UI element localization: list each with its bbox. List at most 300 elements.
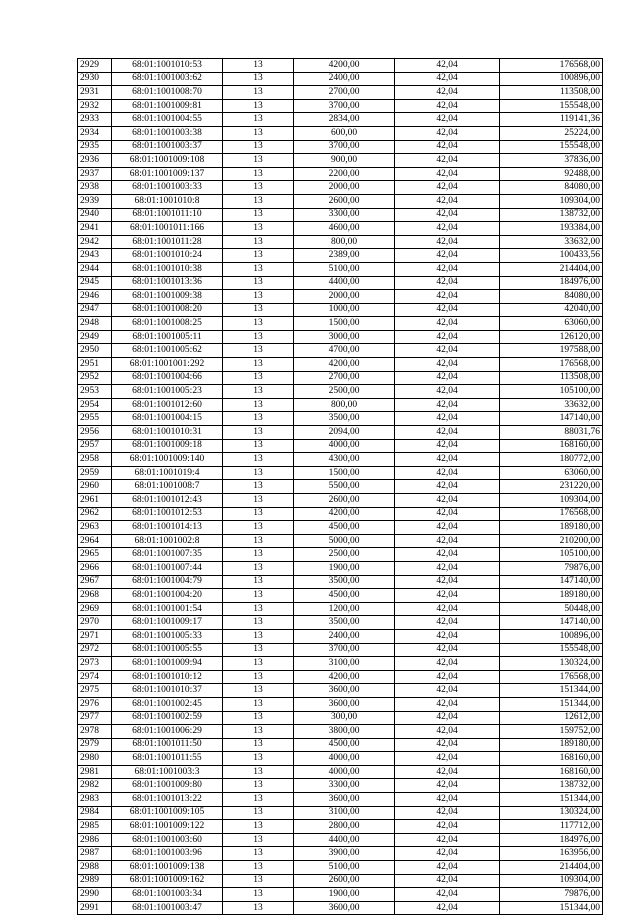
category-code-cell: 13: [223, 629, 294, 643]
category-code-cell: 13: [223, 330, 294, 344]
cadastral-number-cell: 68:01:1001003:62: [112, 72, 223, 86]
table-row: [78, 602, 603, 616]
specific-value-cell: 42,04: [395, 561, 500, 575]
area-value-cell: 4500,00: [294, 521, 395, 535]
cadastral-value-cell: 63060,00: [500, 317, 603, 331]
specific-value-cell: 42,04: [395, 167, 500, 181]
table-row: [78, 480, 603, 494]
area-value-cell: 3100,00: [294, 806, 395, 820]
category-code-cell: 13: [223, 711, 294, 725]
specific-value-cell: 42,04: [395, 303, 500, 317]
specific-value-cell: 42,04: [395, 262, 500, 276]
cadastral-number-cell: 68:01:1001004:15: [112, 412, 223, 426]
table-row: [78, 59, 603, 73]
area-value-cell: 4200,00: [294, 507, 395, 521]
category-code-cell: 13: [223, 72, 294, 86]
table-row: [78, 738, 603, 752]
specific-value-cell: 42,04: [395, 140, 500, 154]
cadastral-number-cell: 68:01:1001013:36: [112, 276, 223, 290]
row-number-cell: 2991: [78, 901, 112, 915]
specific-value-cell: 42,04: [395, 453, 500, 467]
cadastral-number-cell: 68:01:1001013:22: [112, 793, 223, 807]
cadastral-value-cell: 159752,00: [500, 725, 603, 739]
category-code-cell: 13: [223, 222, 294, 236]
row-number-cell: 2940: [78, 208, 112, 222]
specific-value-cell: 42,04: [395, 59, 500, 73]
category-code-cell: 13: [223, 303, 294, 317]
row-number-cell: 2929: [78, 59, 112, 73]
cadastral-number-cell: 68:01:1001007:35: [112, 548, 223, 562]
table-row: [78, 820, 603, 834]
row-number-cell: 2974: [78, 670, 112, 684]
specific-value-cell: 42,04: [395, 99, 500, 113]
cadastral-value-cell: 105100,00: [500, 548, 603, 562]
specific-value-cell: 42,04: [395, 194, 500, 208]
table-row: [78, 534, 603, 548]
table-row: [78, 398, 603, 412]
table-row: [78, 507, 603, 521]
row-number-cell: 2948: [78, 317, 112, 331]
category-code-cell: 13: [223, 86, 294, 100]
row-number-cell: 2982: [78, 779, 112, 793]
category-code-cell: 13: [223, 466, 294, 480]
table-row: [78, 235, 603, 249]
row-number-cell: 2952: [78, 371, 112, 385]
row-number-cell: 2960: [78, 480, 112, 494]
cadastral-number-cell: 68:01:1001011:55: [112, 752, 223, 766]
table-row: [78, 426, 603, 440]
cadastral-number-cell: 68:01:1001012:60: [112, 398, 223, 412]
cadastral-value-table: [77, 58, 603, 915]
row-number-cell: 2939: [78, 194, 112, 208]
specific-value-cell: 42,04: [395, 874, 500, 888]
cadastral-number-cell: 68:01:1001003:37: [112, 140, 223, 154]
cadastral-number-cell: 68:01:1001006:29: [112, 725, 223, 739]
table-row: [78, 194, 603, 208]
row-number-cell: 2944: [78, 262, 112, 276]
table-row: [78, 711, 603, 725]
cadastral-value-cell: 109304,00: [500, 494, 603, 508]
cadastral-number-cell: 68:01:1001001:292: [112, 358, 223, 372]
table-row: [78, 317, 603, 331]
cadastral-value-cell: 168160,00: [500, 765, 603, 779]
cadastral-value-cell: 189180,00: [500, 738, 603, 752]
row-number-cell: 2979: [78, 738, 112, 752]
cadastral-number-cell: 68:01:1001004:79: [112, 575, 223, 589]
specific-value-cell: 42,04: [395, 126, 500, 140]
cadastral-number-cell: 68:01:1001007:44: [112, 561, 223, 575]
area-value-cell: 4200,00: [294, 358, 395, 372]
cadastral-value-cell: 113508,00: [500, 86, 603, 100]
cadastral-value-cell: 214404,00: [500, 861, 603, 875]
table-row: [78, 140, 603, 154]
row-number-cell: 2954: [78, 398, 112, 412]
specific-value-cell: 42,04: [395, 276, 500, 290]
row-number-cell: 2959: [78, 466, 112, 480]
category-code-cell: 13: [223, 371, 294, 385]
row-number-cell: 2980: [78, 752, 112, 766]
area-value-cell: 3600,00: [294, 793, 395, 807]
table-row: [78, 901, 603, 915]
row-number-cell: 2986: [78, 833, 112, 847]
table-row: [78, 113, 603, 127]
table-row: [78, 330, 603, 344]
category-code-cell: 13: [223, 167, 294, 181]
row-number-cell: 2984: [78, 806, 112, 820]
category-code-cell: 13: [223, 874, 294, 888]
row-number-cell: 2958: [78, 453, 112, 467]
area-value-cell: 2834,00: [294, 113, 395, 127]
table-row: [78, 847, 603, 861]
cadastral-number-cell: 68:01:1001008:70: [112, 86, 223, 100]
table-row: [78, 548, 603, 562]
area-value-cell: 4000,00: [294, 752, 395, 766]
cadastral-number-cell: 68:01:1001009:18: [112, 439, 223, 453]
row-number-cell: 2975: [78, 684, 112, 698]
category-code-cell: 13: [223, 208, 294, 222]
cadastral-value-cell: 117712,00: [500, 820, 603, 834]
cadastral-number-cell: 68:01:1001002:8: [112, 534, 223, 548]
specific-value-cell: 42,04: [395, 398, 500, 412]
cadastral-number-cell: 68:01:1001008:25: [112, 317, 223, 331]
row-number-cell: 2953: [78, 385, 112, 399]
row-number-cell: 2973: [78, 657, 112, 671]
category-code-cell: 13: [223, 765, 294, 779]
row-number-cell: 2931: [78, 86, 112, 100]
row-number-cell: 2949: [78, 330, 112, 344]
table-row: [78, 126, 603, 140]
table-row: [78, 589, 603, 603]
specific-value-cell: 42,04: [395, 344, 500, 358]
category-code-cell: 13: [223, 725, 294, 739]
cadastral-value-cell: 126120,00: [500, 330, 603, 344]
specific-value-cell: 42,04: [395, 181, 500, 195]
table-row: [78, 697, 603, 711]
cadastral-value-cell: 168160,00: [500, 439, 603, 453]
cadastral-number-cell: 68:01:1001009:140: [112, 453, 223, 467]
cadastral-value-cell: 147140,00: [500, 575, 603, 589]
table-row: [78, 276, 603, 290]
row-number-cell: 2961: [78, 494, 112, 508]
cadastral-value-cell: 130324,00: [500, 657, 603, 671]
specific-value-cell: 42,04: [395, 861, 500, 875]
cadastral-value-cell: 163956,00: [500, 847, 603, 861]
cadastral-number-cell: 68:01:1001005:23: [112, 385, 223, 399]
cadastral-value-cell: 176568,00: [500, 358, 603, 372]
category-code-cell: 13: [223, 480, 294, 494]
row-number-cell: 2951: [78, 358, 112, 372]
row-number-cell: 2941: [78, 222, 112, 236]
cadastral-number-cell: 68:01:1001019:4: [112, 466, 223, 480]
cadastral-value-cell: 100433,56: [500, 249, 603, 263]
cadastral-number-cell: 68:01:1001009:80: [112, 779, 223, 793]
category-code-cell: 13: [223, 697, 294, 711]
area-value-cell: 3700,00: [294, 643, 395, 657]
row-number-cell: 2964: [78, 534, 112, 548]
category-code-cell: 13: [223, 358, 294, 372]
specific-value-cell: 42,04: [395, 820, 500, 834]
cadastral-number-cell: 68:01:1001005:62: [112, 344, 223, 358]
table-row: [78, 371, 603, 385]
specific-value-cell: 42,04: [395, 412, 500, 426]
area-value-cell: 5100,00: [294, 861, 395, 875]
cadastral-value-cell: 79876,00: [500, 561, 603, 575]
cadastral-value-cell: 63060,00: [500, 466, 603, 480]
table-row: [78, 466, 603, 480]
specific-value-cell: 42,04: [395, 793, 500, 807]
cadastral-value-cell: 147140,00: [500, 616, 603, 630]
area-value-cell: 300,00: [294, 711, 395, 725]
cadastral-value-cell: 109304,00: [500, 874, 603, 888]
row-number-cell: 2962: [78, 507, 112, 521]
category-code-cell: 13: [223, 779, 294, 793]
area-value-cell: 3600,00: [294, 901, 395, 915]
area-value-cell: 4400,00: [294, 833, 395, 847]
table-row: [78, 793, 603, 807]
row-number-cell: 2990: [78, 888, 112, 902]
cadastral-value-cell: 84080,00: [500, 181, 603, 195]
area-value-cell: 2200,00: [294, 167, 395, 181]
row-number-cell: 2946: [78, 290, 112, 304]
cadastral-number-cell: 68:01:1001003:3: [112, 765, 223, 779]
cadastral-value-cell: 155548,00: [500, 643, 603, 657]
cadastral-number-cell: 68:01:1001009:94: [112, 657, 223, 671]
specific-value-cell: 42,04: [395, 752, 500, 766]
cadastral-value-cell: 214404,00: [500, 262, 603, 276]
category-code-cell: 13: [223, 453, 294, 467]
category-code-cell: 13: [223, 793, 294, 807]
cadastral-value-cell: 189180,00: [500, 521, 603, 535]
category-code-cell: 13: [223, 901, 294, 915]
area-value-cell: 4200,00: [294, 59, 395, 73]
area-value-cell: 3700,00: [294, 99, 395, 113]
table-row: [78, 208, 603, 222]
row-number-cell: 2934: [78, 126, 112, 140]
specific-value-cell: 42,04: [395, 725, 500, 739]
row-number-cell: 2969: [78, 602, 112, 616]
cadastral-number-cell: 68:01:1001005:55: [112, 643, 223, 657]
table-row: [78, 657, 603, 671]
table-row: [78, 439, 603, 453]
table-row: [78, 453, 603, 467]
area-value-cell: 900,00: [294, 154, 395, 168]
row-number-cell: 2935: [78, 140, 112, 154]
row-number-cell: 2956: [78, 426, 112, 440]
row-number-cell: 2976: [78, 697, 112, 711]
category-code-cell: 13: [223, 575, 294, 589]
specific-value-cell: 42,04: [395, 317, 500, 331]
row-number-cell: 2933: [78, 113, 112, 127]
specific-value-cell: 42,04: [395, 534, 500, 548]
table-row: [78, 385, 603, 399]
category-code-cell: 13: [223, 494, 294, 508]
cadastral-value-cell: 138732,00: [500, 779, 603, 793]
area-value-cell: 4000,00: [294, 765, 395, 779]
specific-value-cell: 42,04: [395, 86, 500, 100]
row-number-cell: 2985: [78, 820, 112, 834]
area-value-cell: 4400,00: [294, 276, 395, 290]
cadastral-value-cell: 138732,00: [500, 208, 603, 222]
cadastral-value-cell: 151344,00: [500, 793, 603, 807]
cadastral-number-cell: 68:01:1001010:38: [112, 262, 223, 276]
area-value-cell: 1500,00: [294, 466, 395, 480]
category-code-cell: 13: [223, 752, 294, 766]
category-code-cell: 13: [223, 181, 294, 195]
row-number-cell: 2967: [78, 575, 112, 589]
cadastral-number-cell: 68:01:1001011:50: [112, 738, 223, 752]
category-code-cell: 13: [223, 806, 294, 820]
cadastral-number-cell: 68:01:1001009:122: [112, 820, 223, 834]
cadastral-number-cell: 68:01:1001009:138: [112, 861, 223, 875]
area-value-cell: 4500,00: [294, 738, 395, 752]
cadastral-number-cell: 68:01:1001004:20: [112, 589, 223, 603]
row-number-cell: 2932: [78, 99, 112, 113]
cadastral-value-cell: 33632,00: [500, 235, 603, 249]
table-row: [78, 684, 603, 698]
area-value-cell: 2400,00: [294, 72, 395, 86]
row-number-cell: 2957: [78, 439, 112, 453]
table-row: [78, 72, 603, 86]
area-value-cell: 3300,00: [294, 779, 395, 793]
cadastral-value-cell: 197588,00: [500, 344, 603, 358]
table-row: [78, 629, 603, 643]
category-code-cell: 13: [223, 249, 294, 263]
cadastral-number-cell: 68:01:1001004:66: [112, 371, 223, 385]
category-code-cell: 13: [223, 276, 294, 290]
table-row: [78, 262, 603, 276]
category-code-cell: 13: [223, 589, 294, 603]
area-value-cell: 3900,00: [294, 847, 395, 861]
cadastral-value-cell: 184976,00: [500, 276, 603, 290]
specific-value-cell: 42,04: [395, 154, 500, 168]
category-code-cell: 13: [223, 548, 294, 562]
area-value-cell: 3300,00: [294, 208, 395, 222]
area-value-cell: 4700,00: [294, 344, 395, 358]
area-value-cell: 2500,00: [294, 548, 395, 562]
area-value-cell: 5100,00: [294, 262, 395, 276]
row-number-cell: 2977: [78, 711, 112, 725]
cadastral-number-cell: 68:01:1001008:7: [112, 480, 223, 494]
area-value-cell: 3500,00: [294, 412, 395, 426]
cadastral-value-cell: 168160,00: [500, 752, 603, 766]
area-value-cell: 1200,00: [294, 602, 395, 616]
cadastral-value-cell: 176568,00: [500, 59, 603, 73]
category-code-cell: 13: [223, 235, 294, 249]
cadastral-value-cell: 176568,00: [500, 670, 603, 684]
cadastral-number-cell: 68:01:1001009:38: [112, 290, 223, 304]
category-code-cell: 13: [223, 290, 294, 304]
area-value-cell: 800,00: [294, 235, 395, 249]
row-number-cell: 2978: [78, 725, 112, 739]
area-value-cell: 3600,00: [294, 697, 395, 711]
table-row: [78, 888, 603, 902]
specific-value-cell: 42,04: [395, 779, 500, 793]
row-number-cell: 2955: [78, 412, 112, 426]
area-value-cell: 2600,00: [294, 494, 395, 508]
category-code-cell: 13: [223, 262, 294, 276]
specific-value-cell: 42,04: [395, 426, 500, 440]
area-value-cell: 4600,00: [294, 222, 395, 236]
row-number-cell: 2970: [78, 616, 112, 630]
cadastral-number-cell: 68:01:1001003:60: [112, 833, 223, 847]
area-value-cell: 4500,00: [294, 589, 395, 603]
specific-value-cell: 42,04: [395, 575, 500, 589]
cadastral-value-cell: 105100,00: [500, 385, 603, 399]
cadastral-number-cell: 68:01:1001010:12: [112, 670, 223, 684]
cadastral-value-cell: 147140,00: [500, 412, 603, 426]
cadastral-number-cell: 68:01:1001001:54: [112, 602, 223, 616]
category-code-cell: 13: [223, 602, 294, 616]
cadastral-value-cell: 37836,00: [500, 154, 603, 168]
cadastral-value-cell: 176568,00: [500, 507, 603, 521]
area-value-cell: 2400,00: [294, 629, 395, 643]
cadastral-value-cell: 100896,00: [500, 72, 603, 86]
area-value-cell: 5500,00: [294, 480, 395, 494]
specific-value-cell: 42,04: [395, 249, 500, 263]
cadastral-value-cell: 25224,00: [500, 126, 603, 140]
cadastral-number-cell: 68:01:1001010:53: [112, 59, 223, 73]
row-number-cell: 2945: [78, 276, 112, 290]
cadastral-number-cell: 68:01:1001011:28: [112, 235, 223, 249]
category-code-cell: 13: [223, 847, 294, 861]
row-number-cell: 2983: [78, 793, 112, 807]
table-row: [78, 670, 603, 684]
cadastral-number-cell: 68:01:1001005:11: [112, 330, 223, 344]
category-code-cell: 13: [223, 99, 294, 113]
table-row: [78, 358, 603, 372]
cadastral-number-cell: 68:01:1001009:108: [112, 154, 223, 168]
area-value-cell: 4300,00: [294, 453, 395, 467]
specific-value-cell: 42,04: [395, 521, 500, 535]
cadastral-number-cell: 68:01:1001003:38: [112, 126, 223, 140]
cadastral-value-cell: 151344,00: [500, 901, 603, 915]
specific-value-cell: 42,04: [395, 507, 500, 521]
category-code-cell: 13: [223, 684, 294, 698]
specific-value-cell: 42,04: [395, 330, 500, 344]
specific-value-cell: 42,04: [395, 385, 500, 399]
category-code-cell: 13: [223, 534, 294, 548]
row-number-cell: 2930: [78, 72, 112, 86]
table-body: [78, 59, 603, 915]
category-code-cell: 13: [223, 833, 294, 847]
table-row: [78, 181, 603, 195]
cadastral-number-cell: 68:01:1001005:33: [112, 629, 223, 643]
area-value-cell: 2094,00: [294, 426, 395, 440]
cadastral-number-cell: 68:01:1001002:59: [112, 711, 223, 725]
area-value-cell: 2389,00: [294, 249, 395, 263]
area-value-cell: 2000,00: [294, 290, 395, 304]
area-value-cell: 1500,00: [294, 317, 395, 331]
cadastral-number-cell: 68:01:1001009:81: [112, 99, 223, 113]
specific-value-cell: 42,04: [395, 847, 500, 861]
category-code-cell: 13: [223, 888, 294, 902]
area-value-cell: 3700,00: [294, 140, 395, 154]
specific-value-cell: 42,04: [395, 602, 500, 616]
cadastral-number-cell: 68:01:1001002:45: [112, 697, 223, 711]
cadastral-value-cell: 184976,00: [500, 833, 603, 847]
category-code-cell: 13: [223, 561, 294, 575]
table-row: [78, 561, 603, 575]
area-value-cell: 5000,00: [294, 534, 395, 548]
specific-value-cell: 42,04: [395, 589, 500, 603]
cadastral-number-cell: 68:01:1001003:96: [112, 847, 223, 861]
cadastral-number-cell: 68:01:1001012:43: [112, 494, 223, 508]
table-row: [78, 779, 603, 793]
specific-value-cell: 42,04: [395, 439, 500, 453]
table-row: [78, 154, 603, 168]
area-value-cell: 3500,00: [294, 575, 395, 589]
cadastral-value-cell: 210200,00: [500, 534, 603, 548]
